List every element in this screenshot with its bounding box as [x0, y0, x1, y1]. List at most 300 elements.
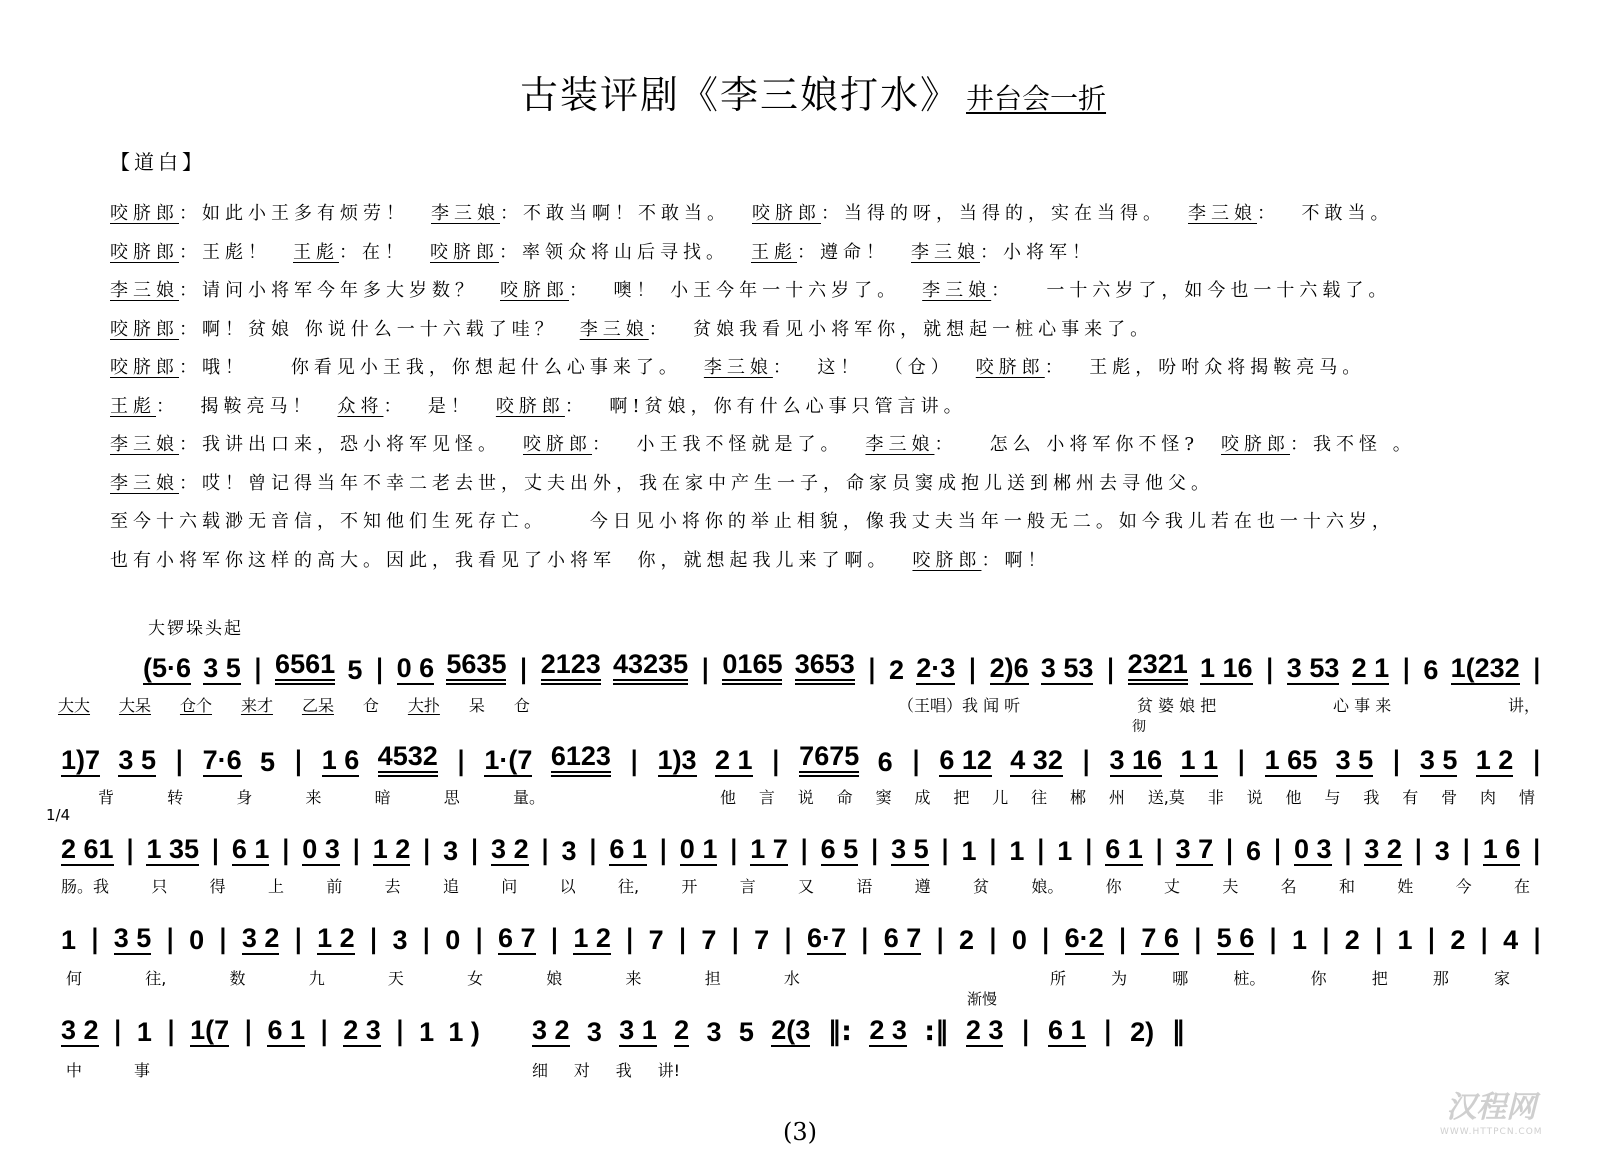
lyric-syllable: 仓 [513, 695, 530, 715]
lyric-syllable: 问 [501, 876, 518, 896]
dialogue-segment [580, 319, 1153, 340]
dialogue-line [110, 430, 1438, 469]
dialogue-segment [752, 203, 1166, 224]
speaker-name: 咬脐郎 [495, 395, 565, 417]
note-group: 2 [959, 925, 975, 955]
percussion-syllable: 仓个 [179, 695, 212, 715]
note-group: 1 [61, 925, 77, 955]
note-group: 4 [1503, 925, 1519, 955]
lyric-syllable: 讲! [657, 1060, 680, 1080]
note-group: 3 53 [1286, 653, 1340, 683]
lyric-syllable: 所 [1050, 968, 1067, 988]
lyric-syllable: 仓 [362, 695, 379, 715]
bar-line: | [988, 924, 998, 955]
lyric-syllable: 转 [167, 787, 184, 807]
dialogue-segment [865, 434, 1199, 455]
lyric-syllable: 命 [836, 787, 853, 807]
note-group: 2321 [1128, 650, 1188, 685]
speech-text: ：请问小将军今年多大岁数？ [179, 280, 478, 301]
dialogue-segment [976, 357, 1365, 378]
lyric-syllable: （王唱）我 闻 听 [898, 695, 1021, 715]
lyric-syllable: 家 [1493, 968, 1510, 988]
note-group: 6 [877, 747, 893, 777]
speaker-name: 咬脐郎 [430, 241, 499, 263]
lyric-syllable: 今 [1455, 876, 1472, 896]
note-group: 2) [1130, 1017, 1155, 1047]
speech-text: ： 这！ （仓） [772, 357, 954, 378]
bar-line: | [243, 1016, 254, 1047]
lyric-syllable: 中 [66, 1060, 83, 1080]
bar-line: | [940, 835, 950, 866]
speech-text: 至今十六载渺无音信，不知他们生死存亡。 今日见小将你的举止相貌，像我丈夫当年一般无二。如今我儿若在也一十六岁， [110, 511, 1395, 532]
dialogue-segment [751, 242, 889, 263]
bar-line: | [218, 924, 228, 955]
bar-line: | [1343, 835, 1353, 866]
lyric-syllable: 把 [1371, 968, 1388, 988]
lyric-syllable: 开 [681, 876, 698, 896]
speaker-name: 李三娘 [865, 434, 935, 455]
lyric-line [66, 1058, 150, 1080]
note-group: 0 3 [1293, 834, 1332, 864]
note-group: 2 [1344, 925, 1360, 955]
note-group: 1 16 [1199, 653, 1253, 683]
bar-line: | [89, 924, 100, 955]
bar-line: | [730, 924, 741, 955]
bar-line: ‖: [827, 1016, 852, 1047]
note-group: 3 5 [1335, 745, 1374, 775]
lyric-line [61, 874, 1530, 896]
notation-line [61, 921, 1542, 955]
watermark-logo-text: 汉程网 [1446, 1090, 1537, 1125]
bar-line: | [988, 835, 998, 866]
dialogue-line [110, 546, 1438, 585]
bar-line: | [770, 746, 781, 777]
bar-line: | [588, 835, 598, 866]
dialogue-line [110, 276, 1438, 315]
lyric-syllable: 夫 [1222, 876, 1239, 896]
note-group: 1 6 [321, 745, 360, 775]
dialogue-segment [496, 396, 967, 417]
lyric-syllable: 哪 [1172, 968, 1189, 988]
note-group: 6 12 [939, 745, 992, 775]
bar-line: | [700, 654, 711, 685]
dialogue-block [110, 199, 1438, 584]
dialogue-line [110, 469, 1438, 508]
lyric-syllable: 何 [66, 968, 83, 988]
dialogue-segment [337, 396, 473, 417]
percussion-syllable: 大大 [58, 695, 91, 715]
note-group: 6 7 [498, 923, 536, 953]
bar-line: | [166, 1016, 176, 1047]
row2-mark: 彻 [1132, 719, 1146, 735]
lyric-line [720, 785, 1535, 807]
dialogue-segment [1221, 434, 1416, 455]
lyric-line [532, 1058, 680, 1080]
note-group: 3 5 [203, 653, 241, 683]
note-group: 6 7 [883, 923, 922, 953]
note-group: 2(3 [771, 1015, 811, 1045]
lyric-syllable: 心 事 来 [1333, 695, 1392, 715]
lyric-line [58, 693, 530, 715]
lyric-syllable: 骨 [1441, 787, 1458, 807]
speech-text: ：我讲出口来，恐小将军见怪。 [179, 434, 501, 455]
dialogue-line [110, 238, 1438, 277]
speech-text: ：如此小王多有烦劳！ [179, 203, 409, 224]
dialogue-segment [911, 242, 1095, 263]
dialogue-segment [110, 357, 682, 378]
note-group: 6·2 [1064, 923, 1104, 953]
lyric-syllable: 我 [615, 1060, 632, 1080]
lyric-syllable: 肠。我 [61, 876, 110, 896]
lyric-syllable: 窦 [875, 787, 892, 807]
note-group: 2123 [541, 650, 601, 685]
bar-line: | [549, 924, 560, 955]
page-number: (3) [783, 1118, 817, 1146]
lyric-syllable: 来 [625, 968, 642, 988]
note-group: 5 [347, 655, 363, 685]
note-group: 6 5 [820, 834, 859, 864]
speaker-name: 李三娘 [110, 434, 179, 455]
speaker-name: 咬脐郎 [912, 549, 982, 571]
lyric-syllable: 往 [1031, 787, 1048, 807]
note-group: 6 1 [1047, 1015, 1086, 1045]
note-group: 7 6 [1141, 923, 1179, 953]
section-label-dialogue: 【道白】 [110, 150, 206, 174]
dialogue-line [110, 199, 1438, 238]
note-group: 7675 [799, 742, 859, 777]
note-group: 2)6 [989, 653, 1029, 683]
percussion-syllable: 大呆 [118, 695, 151, 715]
lyric-syllable: 上 [267, 876, 284, 896]
dialogue-line [110, 507, 1438, 546]
lyric-syllable: 背 [98, 787, 115, 807]
note-group: 1(232 [1450, 653, 1520, 683]
lyric-syllable: 肉 [1480, 787, 1497, 807]
lyric-syllable: 非 [1207, 787, 1224, 807]
bar-line: | [351, 835, 362, 866]
note-group: 3 [706, 1017, 722, 1047]
note-group: 1 6 [1482, 834, 1521, 864]
lyric-syllable: 得 [209, 876, 226, 896]
note-group: 6 1 [267, 1015, 305, 1045]
lyric-syllable: 娘。 [1031, 876, 1064, 896]
lyric-syllable: 州 [1108, 787, 1125, 807]
note-group: 3 1 [619, 1015, 657, 1045]
dialogue-segment [1188, 203, 1393, 224]
lyric-syllable: 情 [1518, 787, 1535, 807]
lyric-syllable: 和 [1338, 876, 1355, 896]
note-group: 5 6 [1216, 923, 1255, 953]
note-group: 3 [586, 1017, 602, 1047]
bar-line: | [1224, 835, 1235, 866]
lyric-syllable: 以 [559, 876, 576, 896]
lyric-syllable: 他 [720, 787, 737, 807]
note-group: 2 1 [714, 745, 753, 775]
bar-line: | [1401, 654, 1412, 685]
lyric-syllable: 语 [856, 876, 873, 896]
speech-text: ：小将军！ [980, 241, 1095, 263]
bar-line: | [1391, 746, 1402, 777]
lyric-syllable: 又 [798, 876, 815, 896]
bar-line: | [1426, 924, 1437, 955]
dialogue-segment [293, 242, 408, 263]
notation-line [61, 1013, 480, 1047]
dialogue-segment [110, 473, 1214, 494]
lyric-syllable: 呆 [468, 695, 485, 715]
bar-line: | [1531, 746, 1542, 777]
lyric-syllable: 来 [305, 787, 322, 807]
lyric-syllable: 你 [1310, 968, 1327, 988]
percussion-syllable: 大扑 [407, 695, 440, 715]
bar-line: | [1035, 835, 1046, 866]
bar-line: | [252, 654, 263, 685]
bar-line: | [1192, 924, 1203, 955]
bar-line: | [728, 835, 739, 866]
note-group: 6 [1246, 836, 1262, 866]
bar-line: | [395, 1016, 405, 1047]
dialogue-segment [110, 511, 1395, 532]
note-group: 3 [561, 836, 577, 866]
speaker-name: 咬脐郎 [110, 357, 179, 378]
lyric-syllable: 前 [326, 876, 343, 896]
note-group: 3 2 [532, 1015, 570, 1045]
speaker-name: 咬脐郎 [752, 203, 821, 224]
note-group: 3 5 [891, 834, 929, 864]
percussion-syllable: 乙呆 [301, 695, 334, 715]
speaker-name: 李三娘 [110, 472, 179, 494]
speech-text: ： 揭鞍亮马！ [156, 395, 316, 417]
note-group: 2 3 [343, 1015, 381, 1045]
speaker-name: 咬脐郎 [975, 357, 1045, 378]
note-group: 1 ) [448, 1017, 480, 1047]
note-group: 1 [1397, 925, 1413, 955]
notation-line [61, 832, 1542, 866]
lyric-syllable: 为 [1111, 968, 1128, 988]
speaker-name: 咬脐郎 [110, 318, 179, 340]
lyric-syllable: 在 [1513, 876, 1530, 896]
lyric-syllable: 贫 [973, 876, 990, 896]
notation-line [532, 1013, 1185, 1047]
speech-text: ： 是！ [383, 395, 474, 417]
speech-text: ：哎！曾记得当年不幸二老去世，丈夫出外，我在家中产生一子，命家员窦成抱儿送到郴州去寻他父。 [179, 472, 1214, 494]
lyric-syllable: 他 [1285, 787, 1302, 807]
lyric-syllable: 郴 [1070, 787, 1087, 807]
note-group: 3 5 [1419, 745, 1458, 775]
speech-text: ： 啊!贫娘，你有什么心事只管言讲。 [564, 395, 967, 417]
bar-line: | [210, 835, 221, 866]
bar-line: | [165, 924, 176, 955]
note-group: 5 [738, 1017, 754, 1047]
bar-line: | [293, 746, 304, 777]
bar-line: | [1102, 1016, 1113, 1047]
bar-line: | [293, 924, 304, 955]
lyric-syllable: 把 [953, 787, 970, 807]
speaker-name: 李三娘 [1188, 203, 1257, 224]
speaker-name: 李三娘 [110, 280, 179, 301]
lyric-syllable: 女 [467, 968, 484, 988]
lyric-syllable: 细 [532, 1060, 549, 1080]
note-group: 0 [189, 925, 205, 955]
note-group: 7·6 [202, 745, 242, 775]
note-group: 2 3 [965, 1015, 1004, 1045]
speech-text: ：王彪！ [179, 241, 271, 263]
dialogue-segment [523, 434, 843, 455]
note-group: 1 [1009, 836, 1025, 866]
note-group: 43235 [613, 650, 688, 685]
lyric-syllable: 有 [1402, 787, 1419, 807]
lyric-syllable: 往, [145, 968, 167, 988]
speaker-name: 咬脐郎 [110, 241, 179, 263]
speaker-name: 李三娘 [703, 357, 773, 378]
note-group: 2 3 [869, 1015, 907, 1045]
speech-text: ：率领众将山后寻找。 [499, 241, 729, 263]
bar-line: | [469, 835, 480, 866]
bar-line: | [1154, 835, 1165, 866]
speech-text: ：啊！ [981, 549, 1051, 571]
lyric-syllable: 量。 [512, 787, 545, 807]
bar-line: | [1236, 746, 1247, 777]
bar-line: | [421, 835, 432, 866]
note-group: 1)7 [61, 745, 101, 775]
bar-line: | [677, 924, 688, 955]
note-group: 6561 [275, 650, 335, 685]
speaker-name: 咬脐郎 [1221, 434, 1290, 455]
note-group: 1 2 [1475, 745, 1514, 775]
note-group: 4532 [378, 742, 438, 777]
dialogue-line [110, 392, 1438, 431]
speech-text: 也有小将军你这样的高大。因此，我看见了小将军 你，就想起我儿来了啊。 [110, 549, 891, 571]
bar-line: | [967, 654, 978, 685]
bar-line: | [456, 746, 467, 777]
speech-text: ：啊！贫娘 你说什么一十六载了哇？ [179, 318, 558, 340]
note-group: 3 2 [241, 923, 280, 953]
dialogue-line [110, 315, 1438, 354]
lyric-syllable: 思 [443, 787, 460, 807]
bar-line: | [624, 924, 635, 955]
bar-line: | [1020, 1016, 1031, 1047]
speaker-name: 咬脐郎 [110, 203, 179, 224]
bar-line: | [1531, 654, 1542, 685]
dialogue-line [110, 353, 1438, 392]
watermark-logo [1440, 1090, 1543, 1138]
bar-line: | [1531, 835, 1542, 866]
bar-line: | [1083, 835, 1094, 866]
lyric-line [1050, 966, 1510, 988]
note-group: 6·7 [806, 923, 846, 953]
note-group: 3 5 [118, 745, 156, 775]
bar-line: | [1272, 835, 1283, 866]
note-group: 0 6 [396, 653, 435, 683]
lyric-syllable: 去 [384, 876, 401, 896]
bar-line: | [374, 654, 385, 685]
bar-line: | [125, 835, 135, 866]
speaker-name: 王彪 [293, 241, 339, 263]
lyric-syllable: 送,莫 [1147, 787, 1185, 807]
dialogue-segment [912, 550, 1050, 571]
speech-text: ：不敢当啊！不敢当。 [500, 203, 730, 224]
bar-line: | [1264, 654, 1275, 685]
bar-line: | [859, 924, 870, 955]
note-group: 1 [1291, 925, 1307, 955]
note-group: 1(7 [190, 1015, 230, 1045]
lyric-syllable: 言 [758, 787, 775, 807]
dialogue-segment [110, 434, 501, 455]
note-group: 0 [445, 925, 461, 955]
bar-line: | [1373, 924, 1384, 955]
note-group: 0165 [722, 650, 782, 685]
lyric-syllable: 水 [783, 968, 800, 988]
bar-line: | [1268, 924, 1279, 955]
lyric-line [66, 966, 800, 988]
dialogue-segment [110, 280, 478, 301]
note-group: 3 2 [61, 1015, 99, 1045]
dialogue-segment [110, 203, 409, 224]
bar-line: | [911, 746, 921, 777]
bar-line: | [869, 835, 880, 866]
speech-text: ： 贫娘我看见小将军你，就想起一桩心事来了。 [648, 318, 1154, 340]
bar-line: | [866, 654, 877, 685]
bar-line: | [1081, 746, 1092, 777]
meter-change: 1/4 [46, 806, 71, 824]
lyric-syllable: 贫 婆 娘 把 [1136, 695, 1217, 715]
note-group: 6123 [551, 742, 611, 777]
lyric-syllable: 儿 [992, 787, 1009, 807]
note-group: 6 1 [609, 834, 647, 864]
title-subtitle: 井台会一折 [966, 82, 1107, 115]
dialogue-segment [704, 357, 954, 378]
lyric-line [98, 785, 545, 807]
speech-text: ：在！ [339, 241, 408, 263]
note-group: 4 32 [1010, 745, 1063, 775]
bar-line: | [658, 835, 669, 866]
note-group: 1 2 [372, 834, 411, 864]
lyric-line [898, 693, 1540, 715]
tempo-marking: 渐慢 [967, 990, 998, 1008]
speaker-name: 王彪 [751, 241, 797, 263]
lyric-syllable: 说 [797, 787, 814, 807]
lyric-syllable: 与 [1324, 787, 1341, 807]
note-group: 1·(7 [484, 745, 533, 775]
note-group: 1 [419, 1017, 435, 1047]
bar-line: | [518, 654, 529, 685]
speaker-name: 李三娘 [431, 203, 500, 224]
note-group: 7 [701, 925, 717, 955]
note-group: 2 1 [1351, 653, 1390, 683]
note-group: 1 [136, 1017, 152, 1047]
note-group: 3 53 [1040, 653, 1094, 683]
lyric-syllable: 我 [1363, 787, 1380, 807]
lyric-syllable: 成 [914, 787, 931, 807]
lyric-syllable: 名 [1280, 876, 1297, 896]
bar-line: | [368, 924, 379, 955]
bar-line: | [1461, 835, 1472, 866]
lyric-syllable: 往, [617, 876, 640, 896]
note-group: 2 61 [61, 834, 114, 864]
speech-text: ：当得的呀，当得的，实在当得。 [821, 203, 1166, 224]
bar-line: | [112, 1016, 123, 1047]
dialogue-segment [110, 319, 558, 340]
intro-marking: 大锣垛头起 [148, 619, 243, 639]
note-group: 5 [260, 747, 276, 777]
speaker-name: 李三娘 [922, 280, 992, 301]
note-group: 1 7 [750, 834, 788, 864]
page-title [520, 72, 1106, 118]
bar-line: | [474, 924, 485, 955]
notation-line [61, 743, 1542, 777]
bar-line: | [1105, 654, 1116, 685]
speaker-name: 咬脐郎 [523, 434, 592, 455]
note-group: 2 [889, 655, 905, 685]
